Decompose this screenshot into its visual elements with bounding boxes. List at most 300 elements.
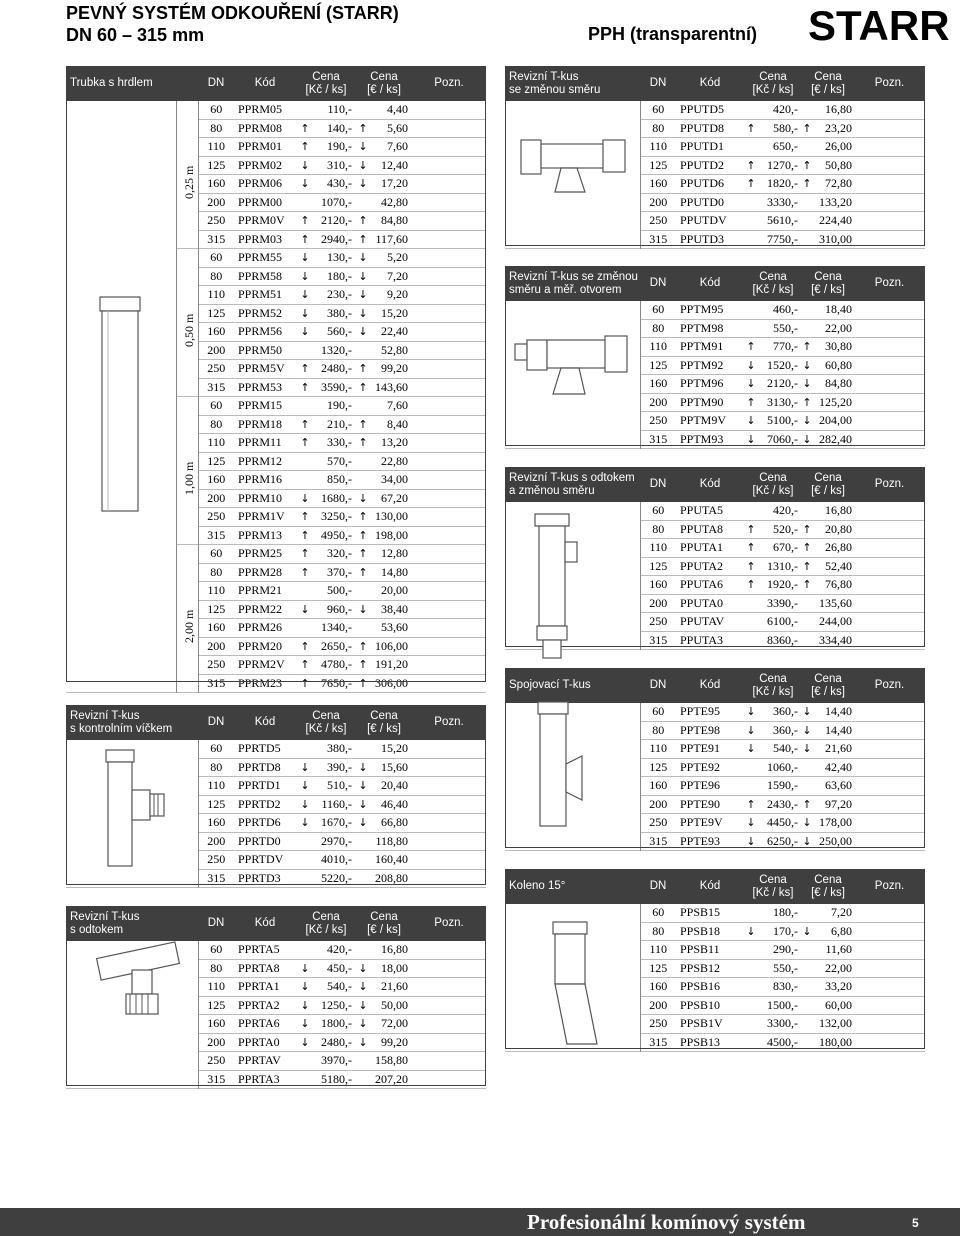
length-label: 2,00 m (181, 609, 196, 643)
up-arrow-icon: ↑ (300, 510, 310, 523)
tee-drain-illustration (96, 940, 186, 1030)
down-arrow-icon: ↓ (802, 377, 812, 390)
price-czk-cell (744, 156, 802, 175)
price-czk-cell (296, 582, 356, 601)
dn-cell: 315 (207, 231, 226, 246)
page-number: 5 (912, 1216, 919, 1230)
note-cell (854, 721, 925, 740)
code-cell: PPRM03 (238, 231, 283, 246)
note-cell (412, 795, 486, 814)
dn-cell: 160 (207, 1016, 226, 1030)
price-czk-value: 110,- (327, 102, 352, 116)
price-czk-cell (296, 959, 356, 978)
price-czk-header (744, 66, 802, 101)
note-cell (412, 600, 486, 619)
code-cell: PPSB11 (680, 942, 720, 956)
price-czk-cell (744, 175, 802, 194)
price-czk-value: 3390,- (767, 595, 798, 610)
note-cell (412, 978, 486, 997)
price-eur-value: 158,80 (375, 1053, 408, 1067)
price-eur-value: 14,80 (381, 564, 408, 579)
code-cell: PPRM53 (238, 379, 283, 394)
note-cell (412, 1052, 486, 1071)
price-eur-value: 42,80 (381, 194, 408, 209)
code-cell: PPSB10 (680, 997, 721, 1012)
label-line-2: směru a měř. otvorem (509, 283, 622, 296)
price-eur-cell (802, 631, 854, 650)
code-cell: PPSB13 (680, 1034, 721, 1049)
price-czk-value: 550,- (773, 960, 798, 975)
price-header-top: Cena (759, 471, 787, 484)
price-czk-value: 560,- (327, 324, 352, 338)
up-arrow-icon: ↑ (802, 578, 812, 591)
price-czk-value: 210,- (327, 416, 352, 431)
code-cell: PPRM18 (238, 416, 283, 431)
up-arrow-icon: ↑ (358, 658, 368, 671)
dn-cell: 315 (649, 833, 668, 848)
down-arrow-icon: ↓ (746, 742, 756, 755)
dn-cell: 125 (649, 558, 668, 573)
dn-cell: 160 (649, 577, 668, 591)
price-czk-value: 3330,- (767, 194, 798, 209)
price-czk-value: 5610,- (767, 213, 798, 227)
price-header-top: Cena (814, 270, 842, 283)
price-eur-value: 50,00 (381, 997, 408, 1012)
price-czk-cell (296, 212, 356, 231)
price-czk-value: 390,- (327, 759, 352, 774)
dn-cell: 315 (207, 870, 226, 885)
price-eur-value: 224,40 (819, 213, 852, 227)
price-czk-cell (296, 1070, 356, 1089)
code-cell: PPRM28 (238, 564, 283, 579)
price-czk-value: 460,- (773, 302, 798, 316)
kod-header: Kód (676, 66, 744, 101)
price-eur-value: 178,00 (819, 815, 852, 829)
price-eur-cell (802, 539, 854, 558)
down-arrow-icon: ↓ (358, 797, 368, 811)
dn-cell: 110 (649, 139, 668, 153)
tee-direction-change-illustration (515, 122, 635, 202)
price-czk-value: 1060,- (767, 759, 798, 774)
down-arrow-icon: ↓ (746, 723, 756, 737)
code-cell: PPRTD1 (238, 778, 281, 792)
price-czk-cell (744, 502, 802, 520)
price-eur-value: 76,80 (825, 577, 852, 591)
price-eur-cell (356, 959, 412, 978)
price-czk-cell (744, 557, 802, 576)
note-cell (854, 319, 925, 338)
code-cell: PPUTD2 (680, 157, 725, 172)
price-czk-value: 5220,- (321, 870, 352, 885)
down-arrow-icon: ↓ (358, 491, 368, 505)
code-cell: PPUTD8 (680, 120, 725, 135)
note-cell (412, 230, 486, 249)
price-eur-cell (802, 319, 854, 338)
dn-cell: 60 (210, 741, 223, 755)
note-cell (412, 869, 486, 888)
price-czk-value: 4950,- (321, 527, 352, 542)
price-czk-header (744, 266, 802, 301)
price-eur-value: 250,00 (819, 833, 852, 848)
code-cell: PPRM2V (238, 657, 285, 671)
down-arrow-icon: ↓ (746, 834, 756, 848)
up-arrow-icon: ↑ (358, 528, 368, 542)
note-header: Pozn. (854, 869, 925, 904)
note-cell (854, 631, 925, 650)
price-eur-cell (802, 1015, 854, 1034)
price-czk-value: 7650,- (321, 675, 352, 690)
price-czk-cell (296, 758, 356, 777)
code-cell: PPRM05 (238, 102, 283, 116)
up-arrow-icon: ↑ (358, 121, 368, 135)
dn-cell: 315 (207, 675, 226, 690)
price-eur-cell (802, 703, 854, 721)
price-eur-cell (356, 619, 412, 638)
dn-cell: 60 (652, 503, 665, 517)
price-eur-value: 52,40 (825, 558, 852, 573)
dn-cell: 250 (649, 213, 668, 227)
price-eur-cell (356, 582, 412, 601)
down-arrow-icon: ↓ (300, 177, 310, 190)
code-cell: PPRTAV (238, 1053, 281, 1067)
code-cell: PPRM26 (238, 620, 283, 634)
kod-header: Kód (234, 705, 296, 740)
code-cell: PPRM11 (238, 435, 282, 449)
dn-cell: 315 (649, 632, 668, 647)
price-czk-cell (296, 563, 356, 582)
price-czk-cell (296, 545, 356, 564)
price-eur-cell (356, 851, 412, 870)
dn-cell: 125 (649, 157, 668, 172)
length-group-cell (176, 545, 198, 693)
price-eur-cell (356, 397, 412, 416)
price-eur-cell (802, 594, 854, 613)
price-eur-value: 9,20 (387, 287, 408, 301)
dn-cell: 80 (210, 268, 223, 283)
dn-cell: 250 (207, 213, 226, 227)
note-cell (412, 212, 486, 231)
up-arrow-icon: ↑ (358, 639, 368, 653)
note-cell (412, 156, 486, 175)
price-czk-value: 500,- (327, 583, 352, 597)
price-czk-value: 1160,- (321, 796, 352, 811)
price-eur-cell (356, 249, 412, 268)
price-eur-value: 15,20 (381, 741, 408, 755)
product-label: Trubka s hrdlem (66, 66, 198, 101)
price-eur-cell (356, 471, 412, 490)
price-czk-cell (744, 430, 802, 449)
price-eur-value: 67,20 (381, 490, 408, 505)
code-cell: PPUTA6 (680, 577, 724, 591)
code-cell: PPUTD6 (680, 176, 725, 190)
code-cell: PPUTA8 (680, 521, 724, 536)
down-arrow-icon: ↓ (746, 705, 756, 718)
price-eur-header (356, 66, 412, 101)
price-czk-value: 1270,- (767, 157, 798, 172)
price-eur-cell (356, 119, 412, 138)
price-czk-cell (296, 323, 356, 342)
code-cell: PPRTD0 (238, 833, 281, 848)
code-cell: PPRM52 (238, 305, 283, 320)
price-eur-value: 118,80 (375, 833, 408, 848)
price-eur-cell (356, 323, 412, 342)
dn-cell: 250 (649, 614, 668, 628)
note-cell (412, 656, 486, 675)
price-eur-cell (356, 267, 412, 286)
note-cell (412, 941, 486, 959)
price-czk-value: 6100,- (767, 614, 798, 628)
price-header-top: Cena (814, 70, 842, 83)
dn-cell: 315 (649, 1034, 668, 1049)
price-header-top: Cena (759, 70, 787, 83)
price-eur-cell (802, 814, 854, 833)
price-czk-cell (744, 193, 802, 212)
price-eur-value: 30,80 (825, 339, 852, 353)
price-czk-cell (296, 777, 356, 796)
price-header-unit: [€ / ks] (367, 923, 401, 936)
product-label (66, 705, 198, 740)
price-eur-cell (802, 941, 854, 960)
down-arrow-icon: ↓ (746, 377, 756, 390)
label-line-2: se změnou směru (509, 83, 601, 96)
price-czk-value: 7060,- (767, 431, 798, 446)
up-arrow-icon: ↑ (802, 121, 812, 135)
down-arrow-icon: ↓ (300, 980, 310, 993)
note-cell (412, 119, 486, 138)
dn-cell: 110 (207, 435, 226, 449)
down-arrow-icon: ↓ (358, 158, 368, 172)
code-cell: PPRM25 (238, 546, 283, 560)
price-czk-value: 170,- (773, 923, 798, 938)
price-eur-cell (802, 996, 854, 1015)
price-czk-value: 2120,- (767, 376, 798, 390)
price-eur-value: 135,60 (819, 595, 852, 610)
price-czk-cell (296, 1033, 356, 1052)
price-czk-value: 3300,- (767, 1016, 798, 1030)
code-cell: PPRM58 (238, 268, 283, 283)
price-czk-cell (744, 594, 802, 613)
dn-cell: 160 (649, 176, 668, 190)
price-eur-cell (356, 101, 412, 119)
price-eur-cell (356, 1052, 412, 1071)
code-cell: PPUTA1 (680, 540, 724, 554)
price-eur-value: 7,20 (831, 905, 852, 919)
dn-cell: 125 (207, 796, 226, 811)
price-eur-cell (356, 777, 412, 796)
dn-cell: 110 (649, 741, 668, 755)
price-czk-value: 1590,- (767, 778, 798, 792)
price-czk-cell (296, 851, 356, 870)
dn-cell: 250 (207, 1053, 226, 1067)
code-cell: PPTM96 (680, 376, 724, 390)
dn-cell: 60 (652, 704, 665, 718)
price-eur-value: 22,80 (381, 453, 408, 468)
dn-cell: 60 (210, 398, 223, 412)
price-czk-cell (744, 978, 802, 997)
kod-header: Kód (676, 467, 744, 502)
code-cell: PPRM16 (238, 472, 283, 486)
dn-cell: 60 (210, 942, 223, 956)
price-eur-value: 15,60 (381, 759, 408, 774)
price-eur-cell (356, 508, 412, 527)
note-cell (854, 941, 925, 960)
pipe-illustration (96, 295, 144, 515)
price-eur-value: 143,60 (375, 379, 408, 394)
code-cell: PPUTA3 (680, 632, 724, 647)
code-cell: PPSB12 (680, 960, 721, 975)
price-czk-cell (296, 138, 356, 157)
price-czk-cell (296, 656, 356, 675)
note-cell (412, 508, 486, 527)
price-czk-value: 580,- (773, 120, 798, 135)
price-czk-value: 140,- (327, 120, 352, 135)
price-eur-cell (356, 674, 412, 693)
dn-cell: 60 (652, 905, 665, 919)
price-eur-value: 5,60 (387, 120, 408, 135)
code-cell: PPRTA2 (238, 997, 280, 1012)
price-czk-value: 130,- (327, 250, 352, 264)
dn-cell: 250 (649, 413, 668, 427)
price-eur-cell (802, 375, 854, 394)
up-arrow-icon: ↑ (300, 121, 310, 135)
note-cell (412, 832, 486, 851)
price-czk-value: 2480,- (321, 1034, 352, 1049)
price-czk-value: 180,- (773, 905, 798, 919)
dn-header: DN (640, 266, 676, 301)
dn-cell: 125 (649, 759, 668, 774)
code-cell: PPRTA8 (238, 960, 280, 975)
price-czk-cell (744, 721, 802, 740)
dn-cell: 160 (649, 376, 668, 390)
note-cell (854, 375, 925, 394)
note-cell (412, 267, 486, 286)
note-header: Pozn. (854, 467, 925, 502)
down-arrow-icon: ↓ (300, 269, 310, 283)
down-arrow-icon: ↓ (358, 779, 368, 792)
dn-cell: 80 (652, 320, 665, 335)
price-header-top: Cena (814, 672, 842, 685)
price-eur-value: 198,00 (375, 527, 408, 542)
price-czk-cell (296, 397, 356, 416)
price-eur-cell (802, 795, 854, 814)
down-arrow-icon: ↓ (300, 1017, 310, 1030)
length-group-cell (176, 397, 198, 545)
code-cell: PPUTA2 (680, 558, 724, 573)
price-eur-value: 18,40 (825, 302, 852, 316)
note-cell (854, 978, 925, 997)
down-arrow-icon: ↓ (802, 432, 812, 446)
price-czk-cell (744, 941, 802, 960)
down-arrow-icon: ↓ (358, 1035, 368, 1049)
note-cell (412, 996, 486, 1015)
dn-cell: 160 (649, 979, 668, 993)
price-eur-value: 16,80 (381, 942, 408, 956)
code-cell: PPRM12 (238, 453, 283, 468)
price-czk-value: 1310,- (767, 558, 798, 573)
dn-cell: 200 (649, 394, 668, 409)
price-czk-header (296, 906, 356, 941)
note-cell (854, 193, 925, 212)
up-arrow-icon: ↑ (358, 676, 368, 690)
code-cell: PPSB15 (680, 905, 721, 919)
price-eur-cell (356, 1033, 412, 1052)
price-czk-header (744, 668, 802, 703)
down-arrow-icon: ↓ (802, 414, 812, 427)
price-eur-value: 7,60 (387, 398, 408, 412)
dn-cell: 160 (207, 815, 226, 829)
price-czk-cell (744, 959, 802, 978)
code-cell: PPRM00 (238, 194, 283, 209)
code-cell: PPRM1V (238, 509, 285, 523)
code-cell: PPRM50 (238, 342, 283, 357)
note-header: Pozn. (854, 66, 925, 101)
length-group-cell (176, 249, 198, 397)
price-eur-value: 26,00 (825, 139, 852, 153)
table-row (66, 101, 486, 119)
up-arrow-icon: ↑ (300, 380, 310, 394)
price-czk-value: 5100,- (767, 413, 798, 427)
price-czk-value: 670,- (773, 540, 798, 554)
price-czk-cell (744, 138, 802, 157)
price-eur-value: 18,00 (381, 960, 408, 975)
code-cell: PPRM56 (238, 324, 283, 338)
price-header-unit: [Kč / ks] (305, 83, 347, 96)
note-cell (412, 101, 486, 119)
price-eur-cell (356, 795, 412, 814)
code-cell: PPUTAV (680, 614, 725, 628)
price-czk-cell (744, 520, 802, 539)
price-eur-cell (356, 1070, 412, 1089)
price-eur-value: 50,80 (825, 157, 852, 172)
price-eur-cell (802, 777, 854, 796)
dn-header: DN (198, 906, 234, 941)
down-arrow-icon: ↓ (300, 998, 310, 1012)
label-line-1: Revizní T-kus s odtokem (509, 471, 635, 484)
price-eur-cell (356, 814, 412, 833)
price-header-unit: [Kč / ks] (752, 283, 794, 296)
code-cell: PPTM92 (680, 357, 724, 372)
price-czk-value: 370,- (327, 564, 352, 579)
note-cell (854, 393, 925, 412)
up-arrow-icon: ↑ (802, 797, 812, 811)
price-header-top: Cena (759, 672, 787, 685)
price-eur-value: 60,00 (825, 997, 852, 1012)
price-eur-cell (356, 304, 412, 323)
price-header-unit: [€ / ks] (367, 83, 401, 96)
dn-cell: 200 (207, 194, 226, 209)
code-cell: PPRTD3 (238, 870, 281, 885)
price-czk-cell (296, 434, 356, 453)
code-cell: PPTM98 (680, 320, 724, 335)
down-arrow-icon: ↓ (802, 742, 812, 755)
down-arrow-icon: ↓ (300, 1035, 310, 1049)
up-arrow-icon: ↑ (300, 528, 310, 542)
price-header-top: Cena (370, 70, 398, 83)
code-cell: PPUTD3 (680, 231, 725, 246)
down-arrow-icon: ↓ (300, 760, 310, 774)
code-cell: PPRTD2 (238, 796, 281, 811)
price-czk-value: 520,- (773, 521, 798, 536)
up-arrow-icon: ↑ (358, 214, 368, 227)
down-arrow-icon: ↓ (358, 288, 368, 301)
price-czk-cell (744, 101, 802, 119)
price-eur-value: 7,60 (387, 139, 408, 153)
price-czk-value: 2480,- (321, 361, 352, 375)
price-czk-cell (296, 304, 356, 323)
price-czk-value: 3250,- (321, 509, 352, 523)
price-eur-cell (802, 904, 854, 922)
price-czk-cell (744, 703, 802, 721)
